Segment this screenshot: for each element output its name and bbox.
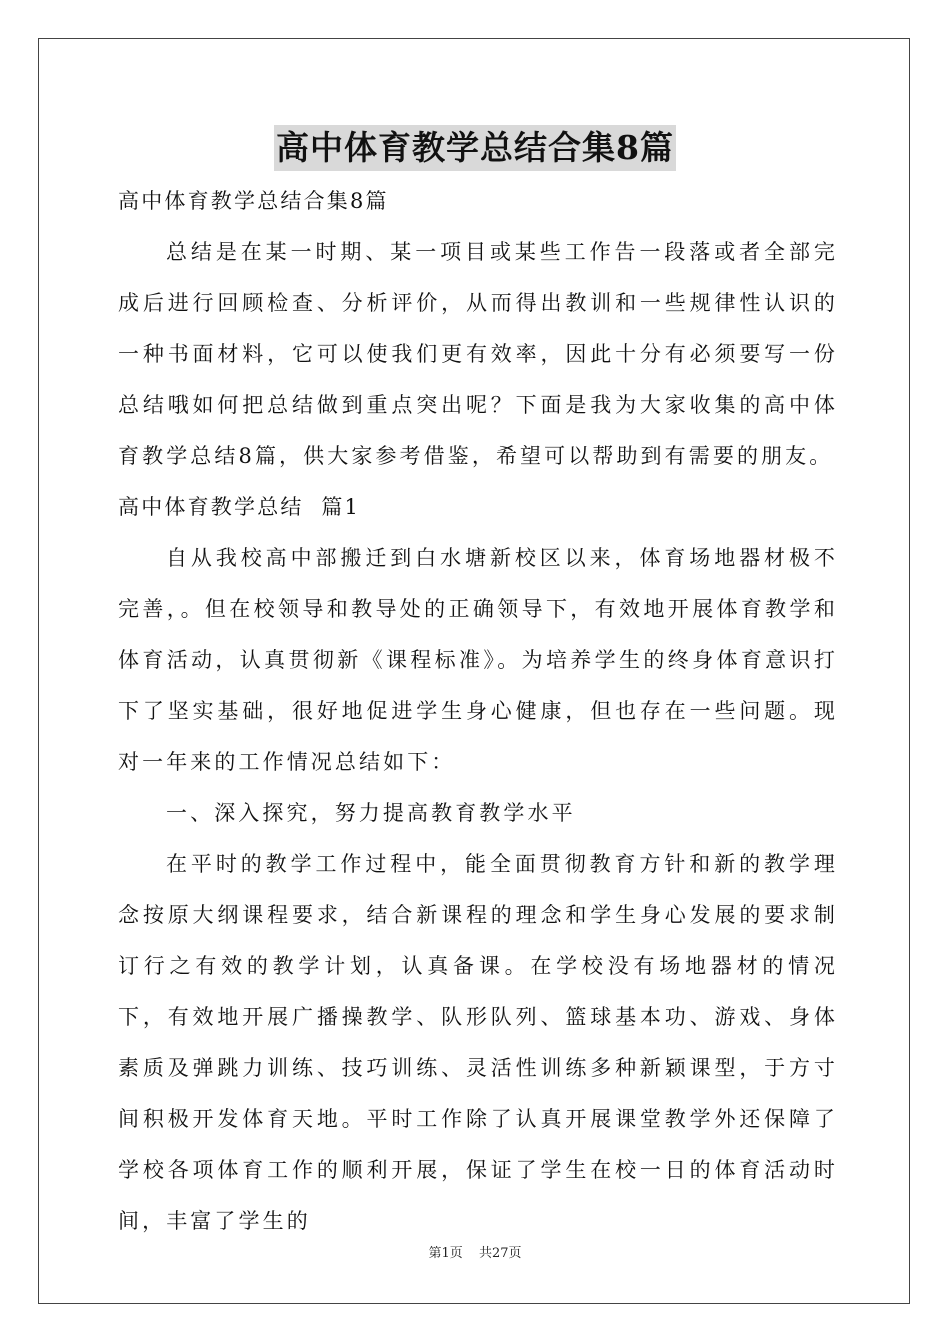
document-title: 高中体育教学总结合集8篇 [274,125,676,171]
document-subtitle: 高中体育教学总结合集8篇 [118,189,389,213]
section-heading: 高中体育教学总结 篇1 [118,495,361,519]
intro-paragraph: 总结是在某一时期、某一项目或某些工作告一段落或者全部完成后进行回顾检查、分析评价，从而得出教训和一些规律性认识的一种书面材料，它可以使我们更有效率，因此十分有必须要写一份总结哦如何把总结做到重点突出呢？下面是我为大家收集的高中体育教学总结8篇，供大家参考借鉴，希望可以帮助到有需要的朋友。 [118,240,838,468]
section-subheading: 一、深入探究，努力提高教育教学水平 [166,801,576,825]
page-total: 共27页 [478,1246,522,1261]
title-container [0,125,950,171]
page-footer [0,1245,950,1263]
document-body [118,176,838,1247]
page-number: 第1页 [428,1246,463,1261]
section-paragraph-2: 在平时的教学工作过程中，能全面贯彻教育方针和新的教学理念按原大纲课程要求，结合新课程的理念和学生身心发展的要求制订行之有效的教学计划，认真备课。在学校没有场地器材的情况下，有效地开展广播操教学、队形队列、篮球基本功、游戏、身体素质及弹跳力训练、技巧训练、灵活性训练多种新颖课型，于方寸间积极开发体育天地。平时工作除了认真开展课堂教学外还保障了学校各项体育工作的顺利开展，保证了学生在校一日的体育活动时间，丰富了学生的 [118,852,838,1233]
section-paragraph-1: 自从我校高中部搬迁到白水塘新校区以来，体育场地器材极不完善，。但在校领导和教导处的正确领导下，有效地开展体育教学和体育活动，认真贯彻新《课程标准》。为培养学生的终身体育意识打下了坚实基础，很好地促进学生身心健康，但也存在一些问题。现对一年来的工作情况总结如下： [118,546,838,774]
